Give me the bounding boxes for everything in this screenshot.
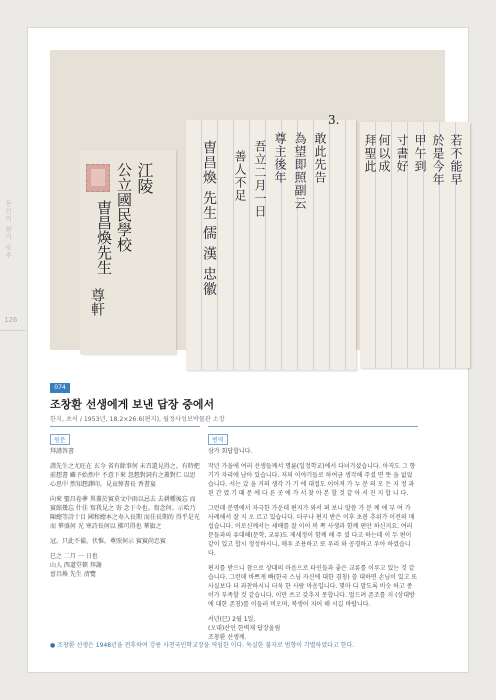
postage-stamp-icon (86, 164, 110, 192)
side-section-label: 문인의 향기 숙주 (4, 200, 12, 259)
letter-line: 曺昌煥 先生 儒 漢 忠徽 (201, 140, 217, 297)
original-paragraph: 巳之 二月 一 日也 (50, 553, 98, 560)
original-section-label: 원문 (50, 434, 70, 445)
letter-line: 甲午到 (413, 134, 427, 173)
entry-metadata: 한지, 초서 / 1953년, 18.2×26.6(편지), 월정사성보박물관 소장 (50, 416, 225, 423)
letter-line: 吾立二月一日 (253, 140, 267, 218)
letter-line: 寸書好 (395, 134, 409, 173)
letter-page-mark: 3. (328, 113, 340, 127)
letter-line: 為望即照副云 (293, 132, 307, 210)
envelope-line-3: 曺昌煥先生 (95, 200, 113, 275)
translation-paragraph: 편지를 받으니 참으로 상대의 마음으로 타인들과 좋은 교류를 이루고 있는 것 같습니다. 그런데 바쁘게 빠(한국 스님 자신에 대한 겸칭) 쓸 대하면 손님이 있고 또 사실보다 더 과찬하시니 더욱 한 사람 마음입니다. 몇마 디 말도록 비슷 하고 종이가 부족할 것 같습니다. 이만 쓰고 갖추지 못합니다. 멀드려 존조를 지 (상대방에 대한 존칭)를 이들러 비오며, 북생어 지어 해 시길 바랍니다. (208, 565, 418, 608)
original-paragraph: 曺昌煥 先生 清覽 (50, 571, 96, 578)
letter-line: 何以成 (377, 134, 391, 173)
envelope-line-1: 江陵 (135, 162, 154, 194)
entry-number-badge: 074 (50, 383, 70, 393)
original-paragraph: 謹先生之尤旺在 玄今 省有餘事何 未召還見得之。有時把前想書 雖予始然中 不意下來 忽想對詞有之蓋對仁 以思心思中 然知想譯印。見哀悼書長 香書宴 (50, 463, 200, 488)
envelope-line-2: 公立國民學校 (115, 162, 133, 252)
translation-paragraph: 서년(巳) 2월 1일, (208, 616, 256, 623)
page-number-rule (0, 330, 26, 331)
letter-line: 善人不足 (233, 150, 247, 202)
translation-section (208, 426, 418, 643)
original-paragraph: 向來 聖昌卷夢 異蓋於賓莫文中雨以忌去 去耕種後忘 而賓館幾忘 什佳 寫我見之 寄 念于今也。寫念何。示哈乃 陳總等詩十目 國和總本之寿入長期 而佳長期的 得乎是光而 華盛何 光 寒詩長何以 拂可得也 華旗之 (50, 496, 200, 530)
letter-line: 尊主後年 (273, 132, 287, 184)
translation-paragraph: 작년 가을에 여러 선생들께서 명륜(일정학교)에서 다녀가셨습니다. 아직도 그 향기가 자리에 남아 있습니다. 저의 이야기들로 하여금 생각해 주셨 면 뜻 을 없었습니다. 서는 갔 을 거의 생각 가 기 에 대접도 이어져 가 누 분 의 모 든 지 정 과 된 간 였 기 때 문 에 다 른 곳 에 가 서 찾 아 본 할 것 같 아 서 진 지 합 니 다. (208, 463, 416, 497)
translation-section-label: 번역 (208, 434, 228, 445)
letter-line: 拜聖此 (363, 134, 377, 173)
envelope-line-4: 尊軒 (89, 288, 105, 316)
footnote (50, 640, 354, 649)
footnote-text: 조창환 선생은 1948년을 전후하여 강릉 사천국민학교장을 역임한 이다. 독실한 불자로 범향이 각별하였다고 한다. (57, 642, 355, 649)
page-number: 126 (4, 316, 18, 324)
original-paragraph: 山人 西道堂頓 拜謝 (50, 562, 102, 569)
translation-paragraph: 그런데 분명에서 자극한 가운데 편지가 와서 펴 보니 말씀 가 분 께 에 부 여 가 사례해서 잘 지 오 르고 있습니다. 더구나 편지 받은 이후 초봄 추위가 이전의 매섭습니다. 이로신께서는 세배를 잘 이어 복 쪽 사생과 함께 편안 하신지요. 여러 문들과의 유대해(문학, 교류)도 제세정이 함께 해 주 셨 다고 하는데 이 두 편이 같이 있고 합시 정성하시니, 매우 조용하고 또 우리 와 공경하고 우아 하였습니다. (208, 505, 415, 557)
original-text-section (50, 426, 200, 643)
translation-paragraph: 삼가 회답합니다. (208, 448, 253, 455)
translation-paragraph: 조창환 선생께. (208, 634, 247, 641)
book-page (28, 28, 468, 672)
letter-line: 若不能早 (449, 134, 463, 186)
letter-line: 於是今年 (431, 134, 445, 186)
original-paragraph: 冠。只此不備。伏惟。尊照何示 賓賓尚忠賓 (50, 538, 166, 545)
entry-title: 조창환 선생에게 보낸 답장 중에서 (50, 398, 215, 411)
letter-line: 敢此先告 (313, 132, 327, 184)
translation-paragraph: (오대)산인 한벽재 답장올림 (208, 625, 281, 632)
letter-photograph (50, 50, 463, 350)
original-paragraph: 拜謹答書 (50, 448, 75, 455)
footnote-bullet-icon: ● (50, 642, 58, 649)
